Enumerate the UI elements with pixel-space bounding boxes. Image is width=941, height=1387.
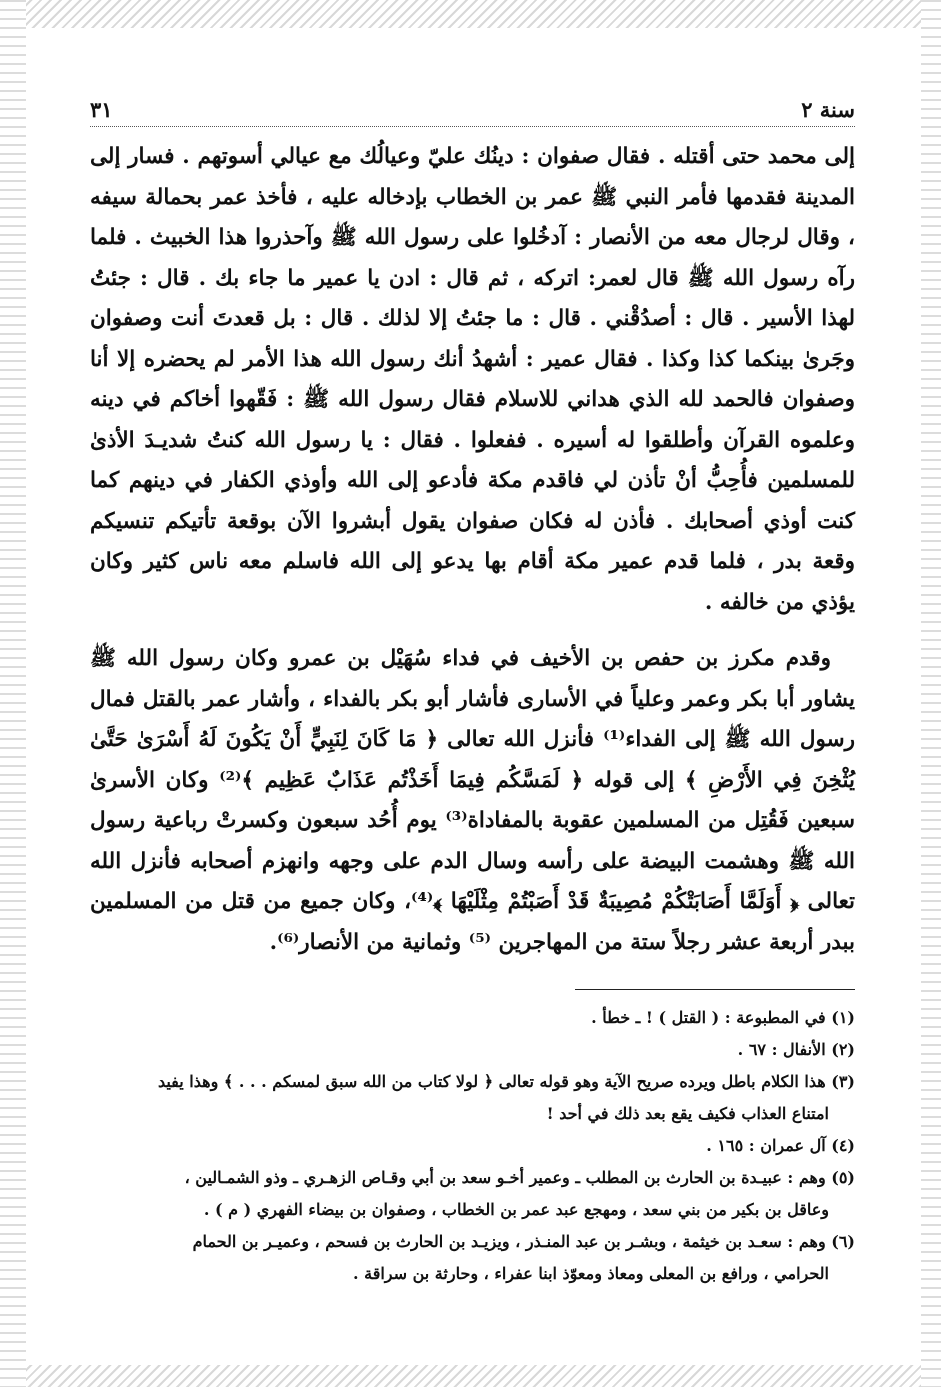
footnote-number: (١): [831, 1008, 855, 1027]
footnote-text: في المطبوعة : ( القتل ) ! ـ خطأ .: [591, 1008, 826, 1027]
footnote: [90, 1034, 855, 1066]
footnote-text: هذا الكلام باطل ويرده صريح الآية وهو قوله تعالى ﴿ لولا كتاب من الله سبق لمسكم . . . ﴾ وهذا يفيد: [157, 1072, 826, 1091]
footnote: [90, 1066, 855, 1130]
footnote-number: (٢): [831, 1040, 855, 1059]
footnotes: [90, 1002, 855, 1290]
footnote-text: الأنفال : ٦٧ .: [737, 1040, 826, 1059]
page-border-bottom: [0, 1365, 941, 1387]
footnote: [90, 1002, 855, 1034]
running-header: [90, 88, 855, 127]
footnote-text: وهم : عبيـدة بن الحارث بن المطلب ـ وعمير أخـو سعد بن أبي وقـاص الزهـري ـ وذو الشمـالين ،: [184, 1168, 826, 1187]
main-text: [90, 137, 855, 963]
footnote-text: آل عمران : ١٦٥ .: [706, 1136, 826, 1155]
footnote-text: وهم : سعـد بن خيثمة ، وبشـر بن عبد المنـذر ، ويزيـد بن الحارث بن فسحم ، وعميـر بن الحمام: [192, 1232, 826, 1251]
footnote-number: (٥): [831, 1168, 855, 1187]
paragraph: وقدم مكرز بن حفص بن الأخيف في فداء سُهَيْل بن عمرو وكان رسول الله ﷺ يشاور أبا بكر وعمر وعلياً في الأسارى فأشار أبو بكر بالفداء ، وأشار عمر بالقتل فمال رسول الله ﷺ إلى الفداء⁽¹⁾ فأنزل الله تعالى ﴿ مَا كَانَ لِنَبِيٍّ أَنْ يَكُونَ لَهُ أَسْرَىٰ حَتَّىٰ يُثْخِنَ فِي الأَرْضِ ﴾ إلى قوله ﴿ لَمَسَّكُم فِيمَا أَخَذْتُم عَذَابٌ عَظِيم ﴾⁽²⁾ وكان الأسرىٰ سبعين فَقُتِل من المسلمين عقوبة بالمفاداة⁽³⁾ يوم أُحُد سبعون وكسرتْ رباعية رسول الله ﷺ وهشمت البيضة على رأسه وسال الدم على وجهه وانهزم أصحابه فأنزل الله تعالى ﴿ أَوَلَمَّا أَصَابَتْكُمْ مُصِيبَةٌ قَدْ أَصَبْتُمْ مِثْلَيْهَا ﴾⁽⁴⁾، وكان جميع من قتل من المسلمين ببدر أربعة عشر رجلاً ستة من المهاجرين ⁽⁵⁾ وثمانية من الأنصار⁽⁶⁾.: [90, 646, 855, 955]
page-number: ٣١: [90, 97, 113, 122]
footnote: [90, 1226, 855, 1290]
book-page: [90, 88, 855, 1290]
page-border-right: [921, 0, 941, 1387]
paragraph: إلى محمد حتى أقتله . فقال صفوان : دينُك عليّ وعيالُك مع عيالي أسوتهم . فسار إلى المدينة فقدمها فأمر النبي ﷺ عمر بن الخطاب بإدخاله عليه ، فأخذ عمر بحمالة سيفه ، وقال لرجال معه من الأنصار : آدخُلوا على رسول الله ﷺ وآحذروا هذا الخبيث . فلما رآه رسول الله ﷺ قال لعمر: اتركه ، ثم قال : ادن يا عمير ما جاء بك . قال : جئتُ لهذا الأسير . قال : أصدُقْني . قال : ما جئتُ إلا لذلك . قال : بل قعدتَ أنت وصفوان وجَرىٰ بينكما كذا وكذا . فقال عمير : أشهدُ أنك رسول الله هذا الأمر لم يحضره إلا أنا وصفوان فالحمد لله الذي هداني للاسلام فقال رسول الله ﷺ : فَقّهوا أخاكم في دينه وعلموه القرآن وأطلقوا له أسيره . ففعلوا . فقال : يا رسول الله كنتُ شديـدَ الأذىٰ للمسلمين فأُحِبُّ أنْ تأذن لي فاقدم مكة فأدعو إلى الله وأوذي الكفار في دينهم كما كنت أوذي أصحابك . فأذن له فكان صفوان يقول أبشروا الآن بوقعة تأتيكم تنسيكم وقعة بدر ، فلما قدم عمير مكة أقام بها يدعو إلى الله فاسلم معه ناس كثير وكان يؤذي من خالفه .: [90, 144, 855, 615]
footnote-number: (٦): [831, 1232, 855, 1251]
footnote-continuation: الحرامي ، ورافع بن المعلى ومعاذ ومعوّذ ابنا عفراء ، وحارثة بن سراقة .: [352, 1264, 829, 1283]
footnote-continuation: وعاقل بن بكير من بني سعد ، ومهجع عبد عمر بن الخطاب ، وصفوان بن بيضاء الفهري ( م ) .: [203, 1200, 829, 1219]
footnote: [90, 1130, 855, 1162]
footnote: [90, 1162, 855, 1226]
footnote-continuation: امتناع العذاب فكيف يقع بعد ذلك في أحد !: [546, 1104, 829, 1123]
header-year: سنة ٢: [801, 97, 855, 122]
footnote-separator: [575, 989, 855, 990]
footnote-number: (٤): [831, 1136, 855, 1155]
page-border-left: [0, 0, 26, 1387]
footnote-number: (٣): [831, 1072, 855, 1091]
page-border-top: [0, 0, 941, 28]
